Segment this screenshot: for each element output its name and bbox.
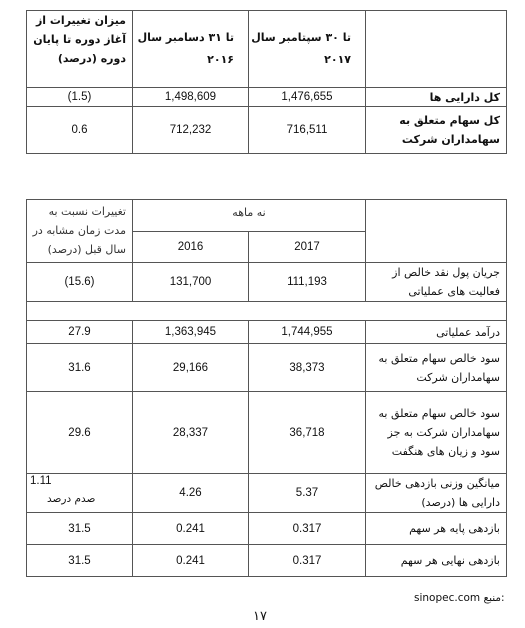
- change-cell: [27, 474, 133, 513]
- value-2016: 131,700: [133, 263, 249, 302]
- table-row: [27, 545, 507, 577]
- row-label: کل دارایی ها: [366, 88, 507, 107]
- value-2016: 0.241: [133, 545, 249, 577]
- value-2017: 0.317: [249, 545, 366, 577]
- source-citation: [414, 592, 505, 604]
- value-2016: 1,363,945: [133, 321, 249, 344]
- spacer-cell: [27, 302, 507, 321]
- balance-table: [26, 10, 507, 154]
- change-value: 0.6: [27, 107, 133, 154]
- table-row: [27, 513, 507, 545]
- header-sep-2017: تا ۳۰ سپتامبر سال ۲۰۱۷: [249, 11, 366, 88]
- table-row: [27, 392, 507, 474]
- header-change-percent: میزان تغییرات از آغاز دوره تا پایان دوره (درصد): [27, 11, 133, 88]
- source-value: sinopec.com: [414, 592, 481, 604]
- table-row: [27, 88, 507, 107]
- row-label: میانگین وزنی بازدهی خالص دارایی ها (درصد): [366, 474, 507, 513]
- table-row: [27, 321, 507, 344]
- value-2017: 111,193: [249, 263, 366, 302]
- source-label: منبع:: [483, 592, 505, 604]
- table-row: [27, 344, 507, 392]
- sep-2017-value: 716,511: [249, 107, 366, 154]
- header-change-yoy: تغییرات نسبت به مدت زمان مشابه در سال قبل (درصد): [27, 200, 133, 263]
- dec-2016-value: 1,498,609: [133, 88, 249, 107]
- nine-month-table: [26, 199, 507, 577]
- header-dec-2016: تا ۳۱ دسامبر سال ۲۰۱۶: [133, 11, 249, 88]
- table-header-row: [27, 200, 507, 232]
- value-2017: 5.37: [249, 474, 366, 513]
- row-label: درآمد عملیاتی: [366, 321, 507, 344]
- value-2016: 29,166: [133, 344, 249, 392]
- header-empty-cell: [366, 11, 507, 88]
- table-row: [27, 474, 507, 513]
- dec-2016-value: 712,232: [133, 107, 249, 154]
- value-2016: 4.26: [133, 474, 249, 513]
- change-value: (1.5): [27, 88, 133, 107]
- row-label: سود خالص سهام متعلق به سهامداران شرکت: [366, 344, 507, 392]
- header-empty-cell: [366, 200, 507, 263]
- change-value: 31.5: [27, 545, 133, 577]
- row-label: بازدهی پایه هر سهم: [366, 513, 507, 545]
- value-2017: 38,373: [249, 344, 366, 392]
- change-value: 1.11: [30, 475, 52, 487]
- change-value: 27.9: [27, 321, 133, 344]
- change-value: (15.6): [27, 263, 133, 302]
- change-value: 31.5: [27, 513, 133, 545]
- header-nine-months: نه ماهه: [133, 200, 366, 232]
- row-label: سود خالص سهام متعلق به سهامداران شرکت به جز سود و زیان های هنگفت: [366, 392, 507, 474]
- page-number: ۱۷: [253, 609, 267, 624]
- table-header-row: [27, 11, 507, 88]
- table-row: [27, 263, 507, 302]
- change-value: 29.6: [27, 392, 133, 474]
- change-unit: صدم درصد: [47, 493, 96, 505]
- value-2017: 36,718: [249, 392, 366, 474]
- header-year-2017: 2017: [249, 232, 366, 263]
- sep-2017-value: 1,476,655: [249, 88, 366, 107]
- row-label: جریان پول نقد خالص از فعالیت های عملیاتی: [366, 263, 507, 302]
- spacer-row: [27, 302, 507, 321]
- row-label: کل سهام متعلق به سهامداران شرکت: [366, 107, 507, 154]
- value-2016: 0.241: [133, 513, 249, 545]
- value-2017: 0.317: [249, 513, 366, 545]
- table-row: [27, 107, 507, 154]
- change-value: 31.6: [27, 344, 133, 392]
- header-year-2016: 2016: [133, 232, 249, 263]
- row-label: بازدهی نهایی هر سهم: [366, 545, 507, 577]
- value-2017: 1,744,955: [249, 321, 366, 344]
- value-2016: 28,337: [133, 392, 249, 474]
